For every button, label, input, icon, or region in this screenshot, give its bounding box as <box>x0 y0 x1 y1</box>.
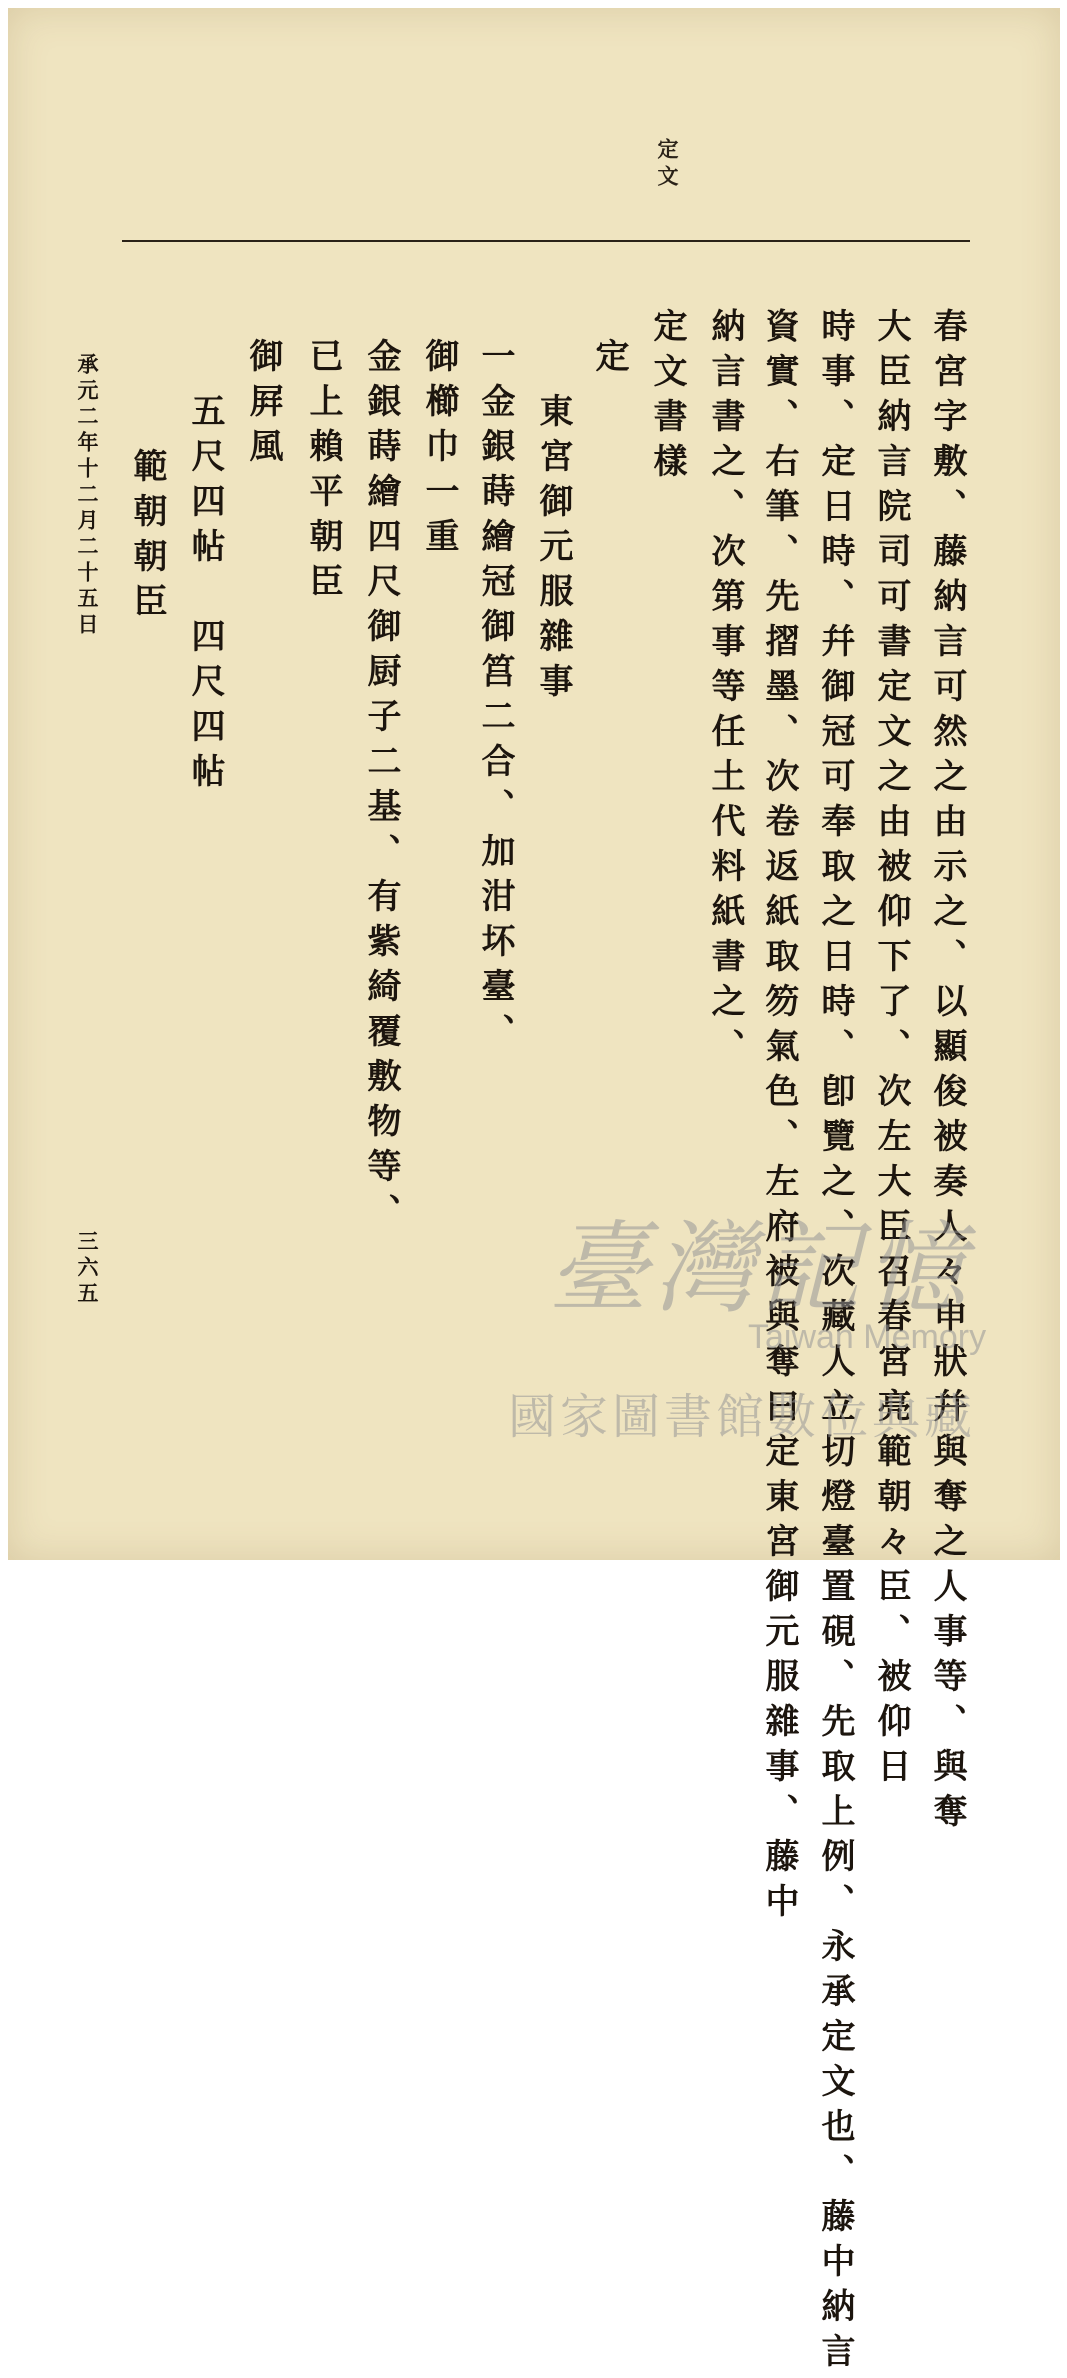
text-column-12: 已上賴平朝臣 <box>303 338 343 608</box>
text-column-9: 一金銀蒔繪冠御筥二合、加泔坏臺、 <box>475 338 515 1058</box>
date-line: 承元二年十二月二十五日 <box>75 353 100 639</box>
text-column-5: 納言書之、次第事等任土代料紙書之、 <box>705 308 745 1073</box>
text-column-4: 資實、右筆、先摺墨、次卷返紙取笏氣色、左府被與奪曰定東宮御元服雜事、藤中 <box>759 308 799 1928</box>
text-column-3: 時事、定日時、幷御冠可奉取之日時、卽覽之、次藏人立切燈臺置硯、先取上例、永承定文也、藤中納言 <box>815 308 855 2378</box>
watermark-english: Taiwan Memory <box>748 1318 987 1356</box>
page-sheet <box>8 8 1060 2378</box>
watermark-calligraphy: 臺灣記憶 <box>548 1210 972 1327</box>
text-column-2: 大臣納言院司可書定文之由被仰下了、次左大臣召春宮亮範朝々臣、被仰日 <box>871 308 911 1793</box>
text-column-7: 定 <box>589 338 629 383</box>
text-column-13: 御屛風 <box>243 338 283 473</box>
text-column-14: 五尺四帖 四尺四帖 <box>185 393 225 798</box>
text-column-1: 春宮字敷、藤納言可然之由示之、以顯俊被奏人々申狀幷與奪之人事等、與奪 <box>927 308 967 1838</box>
text-column-8: 東宮御元服雜事 <box>533 393 573 708</box>
text-column-10: 御櫛巾一重 <box>419 338 459 563</box>
text-column-11: 金銀蒔繪四尺御厨子二基、有紫綺覆敷物等、 <box>361 338 401 1238</box>
text-column-15: 範朝朝臣 <box>127 448 167 628</box>
header-rule <box>122 240 970 242</box>
watermark-chinese: 國家圖書館數位典藏 <box>508 1389 977 1445</box>
text-column-6: 定文書樣 <box>647 308 687 488</box>
page-number: 三六五 <box>75 1230 100 1308</box>
running-header-title: 定文 <box>655 138 680 192</box>
